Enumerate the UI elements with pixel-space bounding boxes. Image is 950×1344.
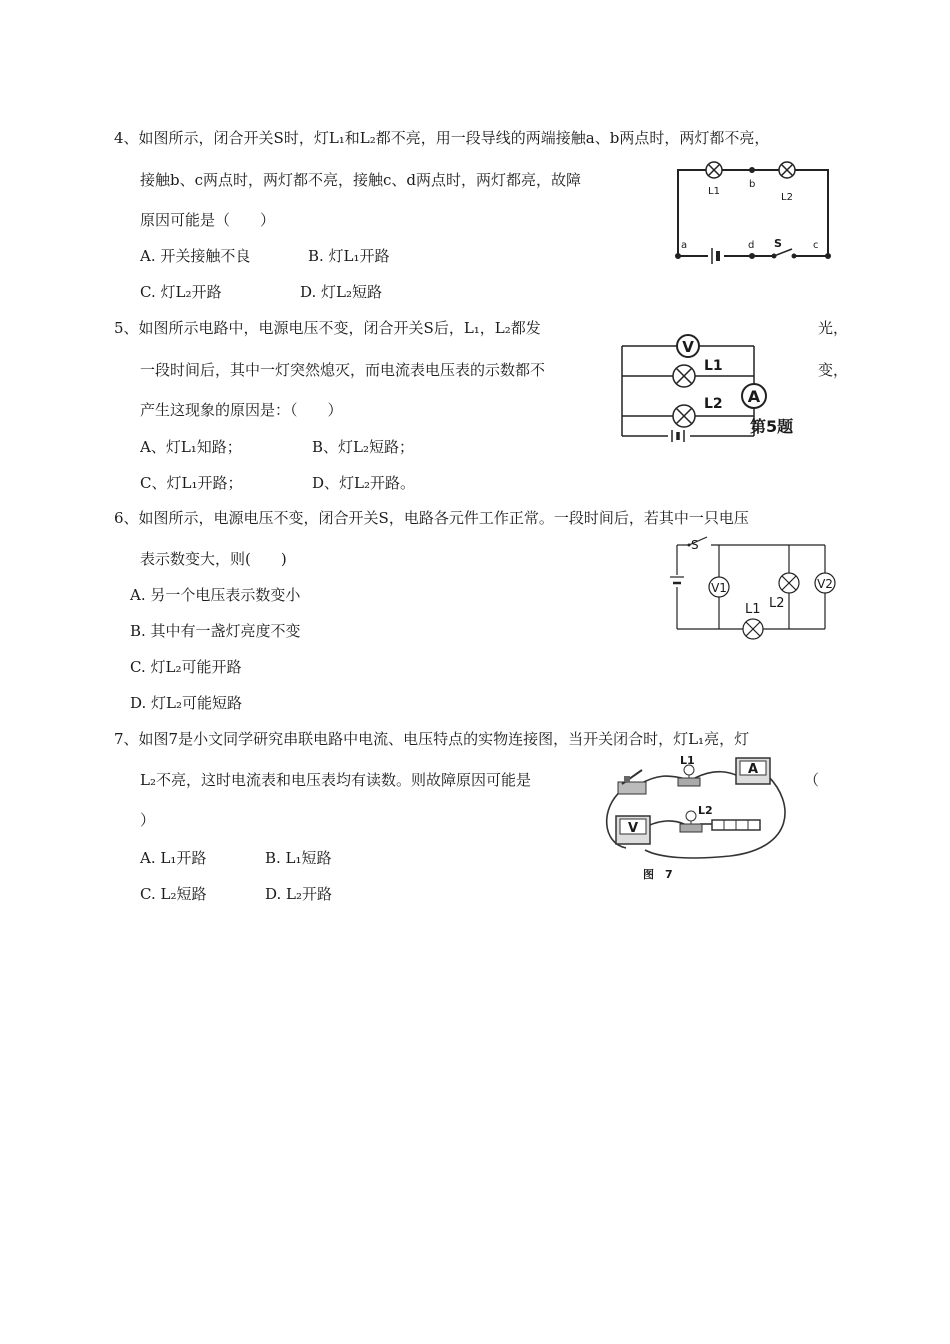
q6-voltmeter-v2-icon (815, 573, 835, 593)
q6-lamp-l1-icon (743, 619, 763, 639)
q7-line3: ） (140, 811, 156, 829)
q5-voltmeter-label: V (682, 338, 694, 356)
q5-line1: 5、如图所示电路中，电源电压不变，闭合开关S后，L₁，L₂都发 (114, 319, 541, 337)
q7-option-d: D. L₂开路 (265, 885, 333, 903)
q7-label-l1: L1 (680, 754, 695, 767)
q4-circuit-diagram (670, 160, 835, 265)
q4-label-l2: L2 (781, 192, 793, 203)
q6-option-d: D. 灯L₂可能短路 (130, 694, 243, 712)
q4-label-a: a (681, 240, 688, 251)
q7-option-b: B. L₁短路 (265, 849, 332, 867)
q6-battery-icon (670, 577, 684, 583)
q5-voltmeter-icon (677, 335, 699, 357)
q5-option-b: B、灯L₂短路； (312, 438, 414, 456)
q6-line1: 6、如图所示，电源电压不变，闭合开关S，电路各元件工作正常。一段时间后，若其中一只电压 (114, 509, 749, 527)
q5-line2-end: 变， (818, 361, 849, 379)
q7-option-c: C. L₂短路 (140, 885, 207, 903)
q7-battery-pack-icon (712, 820, 760, 830)
q4-option-d: D. 灯L₂短路 (300, 283, 383, 301)
q7-switch-icon (618, 770, 646, 794)
q4-lamp-l1-icon (706, 162, 722, 178)
q7-voltmeter-label: V (627, 821, 639, 836)
q7-ammeter-icon (736, 758, 770, 784)
q4-label-s: S (774, 237, 782, 250)
q4-line3: 原因可能是（ ） (140, 211, 276, 229)
q6-line2: 表示数变大，则( ) (140, 550, 287, 568)
q6-voltmeter-v1-icon (709, 577, 729, 597)
q7-option-a: A. L₁开路 (140, 849, 207, 867)
q6-label-l2: L2 (769, 596, 785, 611)
q5-ammeter-icon (742, 384, 766, 408)
q5-circuit-diagram (618, 330, 808, 448)
q7-circuit-photo (600, 748, 800, 883)
q6-option-c: C. 灯L₂可能开路 (130, 658, 242, 676)
q5-lamp-l2-icon (673, 405, 695, 427)
q7-line1: 7、如图7是小文同学研究串联电路中电流、电压特点的实物连接图，当开关闭合时，灯L₁亮，灯 (114, 730, 750, 748)
q4-battery-icon (708, 246, 724, 266)
q5-label-l2: L2 (704, 396, 723, 412)
q6-lamp-l2-icon (779, 573, 799, 593)
q4-label-l1: L1 (708, 186, 720, 197)
q4-label-c: c (813, 240, 819, 251)
q5-ammeter-label: A (747, 387, 761, 406)
q5-line2: 一段时间后，其中一灯突然熄灭，而电流表电压表的示数都不 (140, 361, 546, 379)
q5-line3: 产生这现象的原因是：（ ） (140, 401, 343, 419)
q7-line2-end: （ (804, 771, 820, 789)
q6-label-s: S (691, 538, 699, 552)
q4-option-a: A. 开关接触不良 (140, 247, 251, 265)
q5-label-l1: L1 (704, 358, 723, 374)
q4-option-c: C. 灯L₂开路 (140, 283, 222, 301)
q5-option-a: A、灯L₁知路； (140, 438, 242, 456)
q4-label-d: d (748, 240, 755, 251)
q4-label-b: b (749, 179, 756, 190)
q5-option-c: C、灯L₁开路； (140, 474, 243, 492)
q7-ammeter-label: A (747, 762, 759, 777)
q6-label-l1: L1 (745, 602, 761, 617)
q4-switch-icon (774, 248, 794, 264)
q4-option-b: B. 灯L₁开路 (308, 247, 390, 265)
q4-line2: 接触b、c两点时，两灯都不亮，接触c、d两点时，两灯都亮，故障 (140, 171, 582, 189)
q7-figure-caption: 图 7 (643, 868, 673, 881)
q7-line2: L₂不亮，这时电流表和电压表均有读数。则故障原因可能是 (140, 771, 531, 789)
q7-voltmeter-icon (616, 816, 650, 844)
q6-option-a: A. 另一个电压表示数变小 (130, 586, 301, 604)
q6-v1-label: V1 (711, 581, 727, 595)
q5-option-d: D、灯L₂开路。 (312, 474, 416, 492)
q4-lamp-l2-icon (779, 162, 795, 178)
q5-line1-end: 光， (818, 319, 849, 337)
q6-circuit-diagram (665, 535, 840, 645)
q7-label-l2: L2 (698, 804, 713, 817)
q5-lamp-l1-icon (673, 365, 695, 387)
q6-v2-label: V2 (817, 577, 833, 591)
q5-battery-icon (668, 428, 690, 446)
q4-line1: 4、如图所示，闭合开关S时，灯L₁和L₂都不亮，用一段导线的两端接触a、b两点时，两灯都不亮， (114, 129, 770, 147)
q7-lamp-l1-icon (678, 765, 700, 786)
q5-figure-caption: 第5题 (750, 417, 794, 436)
q6-option-b: B. 其中有一盏灯亮度不变 (130, 622, 301, 640)
